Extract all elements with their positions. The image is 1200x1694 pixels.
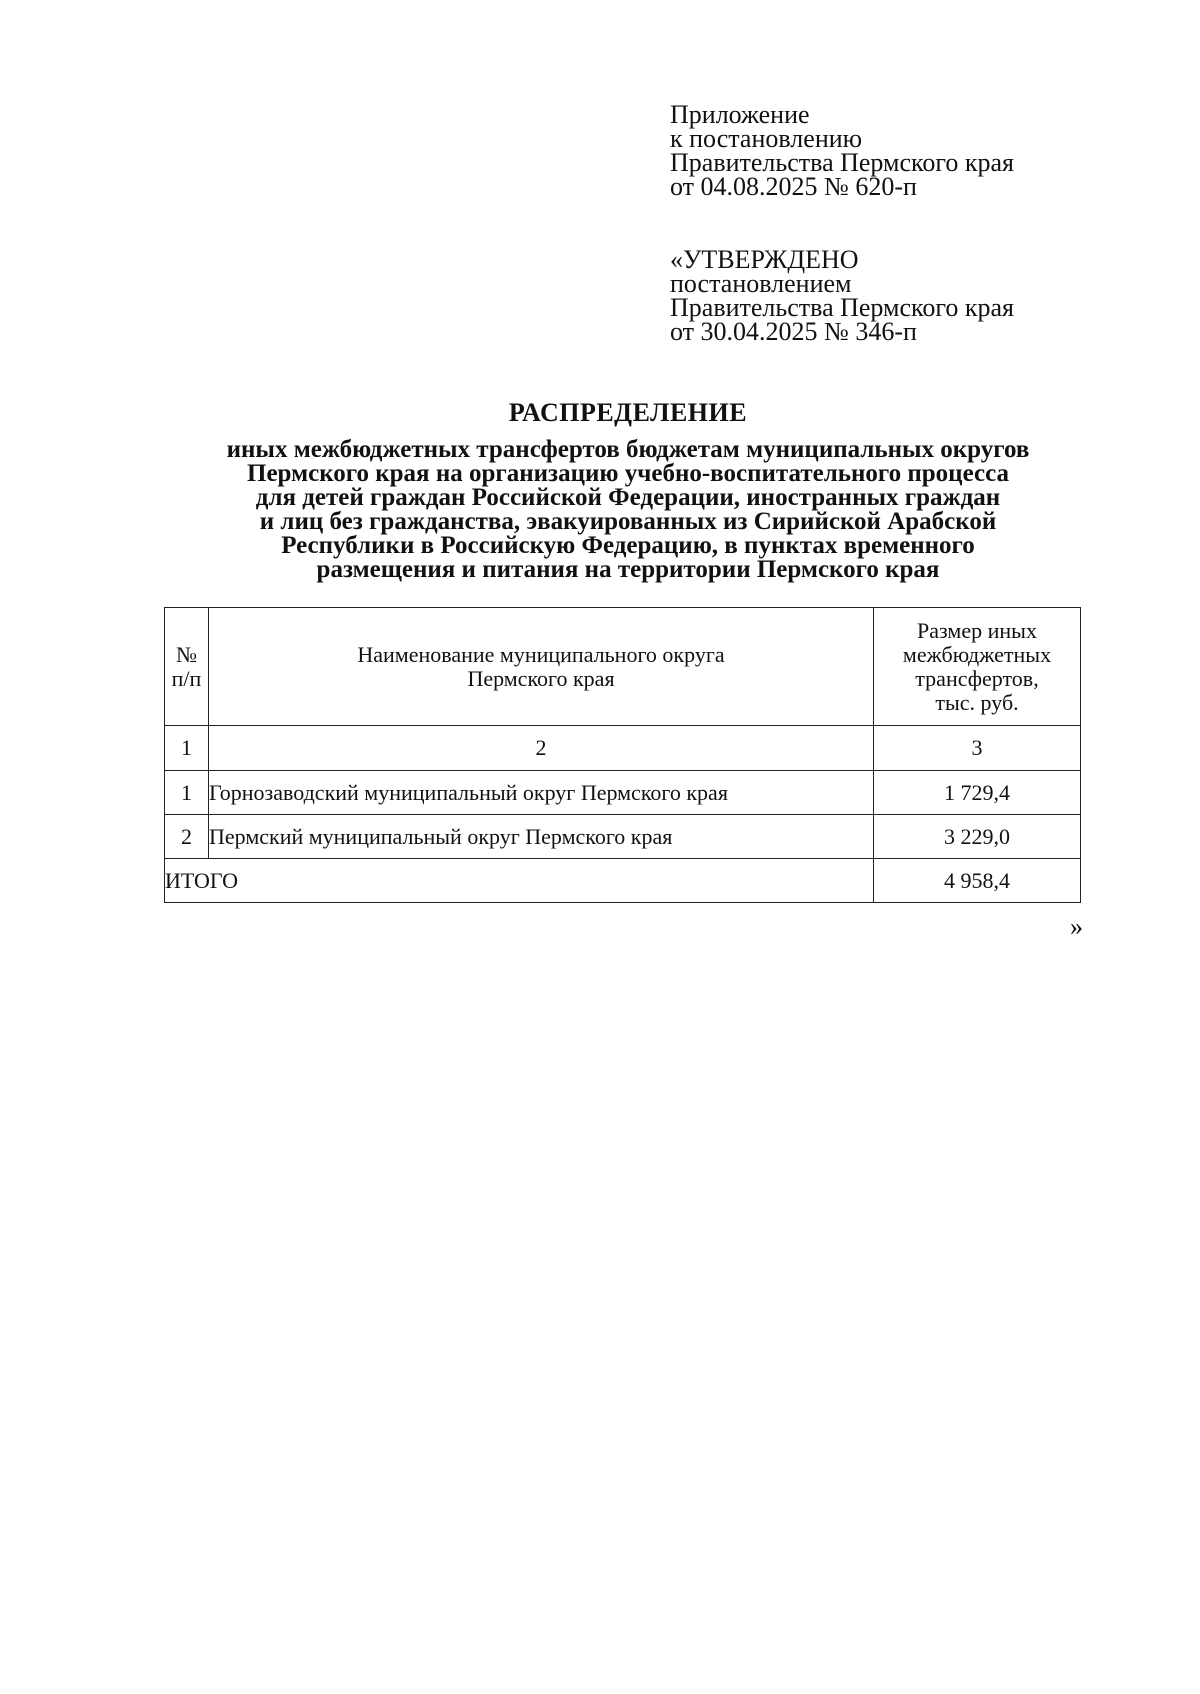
row-num: 2 — [165, 815, 209, 859]
appendix-line: Правительства Пермского края — [670, 148, 1014, 177]
header-num-line: п/п — [171, 665, 202, 691]
table-header-row — [165, 608, 1081, 726]
closing-quote: » — [1070, 912, 1083, 941]
header-name-line: Пермского края — [467, 665, 615, 691]
index-cell: 2 — [209, 726, 874, 771]
document-subtitle — [160, 438, 1096, 582]
header-value-line: трансфертов, — [915, 665, 1039, 691]
table-total-row — [165, 859, 1081, 903]
appendix-line: от 04.08.2025 № 620-п — [670, 172, 917, 201]
subtitle-line: иных межбюджетных трансфертов бюджетам муниципальных округов — [226, 436, 1030, 463]
row-name: Пермский муниципальный округ Пермского края — [209, 815, 874, 859]
approved-line: «УТВЕРЖДЕНО — [670, 245, 859, 274]
row-num: 1 — [165, 771, 209, 815]
appendix-line: к постановлению — [670, 124, 863, 153]
approved-line: постановлением — [670, 269, 852, 298]
header-value-line: тыс. руб. — [935, 689, 1019, 715]
subtitle-line: для детей граждан Российской Федерации, иностранных граждан — [255, 484, 1001, 511]
total-label: ИТОГО — [165, 859, 874, 903]
header-num-line: № — [176, 641, 197, 667]
header-value-line: Размер иных — [917, 617, 1037, 643]
appendix-line: Приложение — [670, 100, 810, 129]
total-value: 4 958,4 — [874, 859, 1081, 903]
subtitle-line: Пермского края на организацию учебно-воспитательного процесса — [247, 460, 1009, 487]
table-row — [165, 815, 1081, 859]
approved-line: от 30.04.2025 № 346-п — [670, 317, 917, 346]
approved-line: Правительства Пермского края — [670, 293, 1014, 322]
header-num — [165, 608, 209, 726]
header-name-line: Наименование муниципального округа — [357, 641, 725, 667]
approved-reference — [670, 245, 1014, 346]
header-value — [874, 608, 1081, 726]
index-cell: 3 — [874, 726, 1081, 771]
table-index-row — [165, 726, 1081, 771]
header-name — [209, 608, 874, 726]
appendix-reference — [670, 100, 1014, 201]
index-cell: 1 — [165, 726, 209, 771]
row-name: Горнозаводский муниципальный округ Пермского края — [209, 771, 874, 815]
row-value: 3 229,0 — [874, 815, 1081, 859]
document-title: РАСПРЕДЕЛЕНИЕ — [508, 398, 748, 427]
row-value: 1 729,4 — [874, 771, 1081, 815]
table-row — [165, 771, 1081, 815]
header-value-line: межбюджетных — [902, 641, 1052, 667]
subtitle-line: Республики в Российскую Федерацию, в пунктах временного — [281, 532, 975, 559]
subtitle-line: размещения и питания на территории Пермского края — [316, 556, 940, 583]
distribution-table — [164, 607, 1081, 903]
subtitle-line: и лиц без гражданства, эвакуированных из Сирийской Арабской — [259, 508, 997, 535]
